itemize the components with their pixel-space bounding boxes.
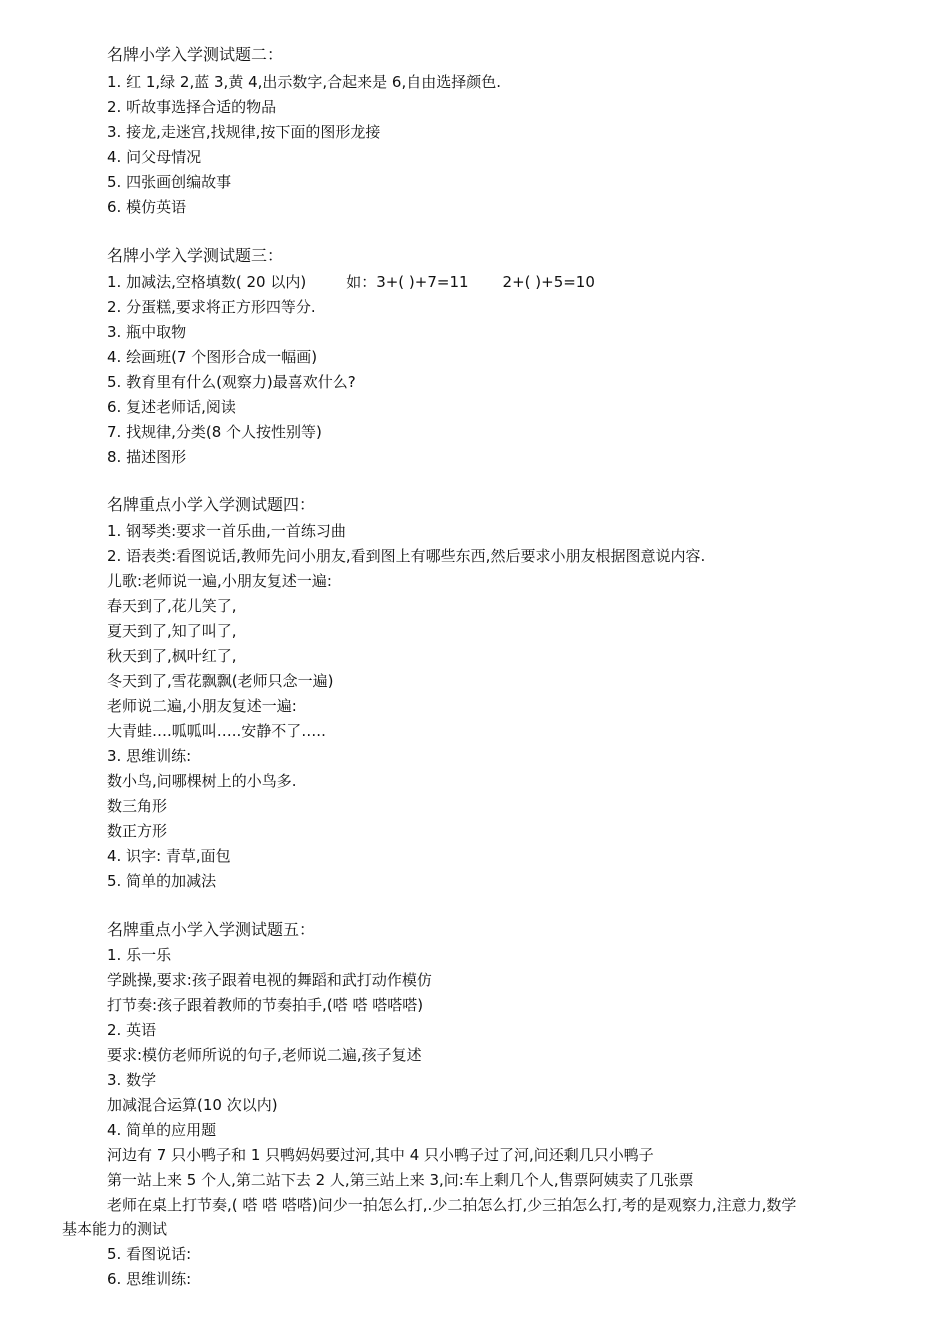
list-item: 7. 找规律,分类(8 个人按性别等) [107,423,322,441]
list-item: 学跳操,要求:孩子跟着电视的舞蹈和武打动作模仿 [107,971,432,989]
list-item: 老师在桌上打节奏,( 嗒 嗒 嗒嗒)问少一拍怎么打,.少二拍怎么打,少三拍怎么打,考的是观察力,注意力,数学 [107,1196,797,1214]
list-item: 4. 问父母情况 [107,148,202,166]
list-item: 5. 简单的加减法 [107,872,217,890]
list-item: 3. 接龙,走迷宫,找规律,按下面的图形龙接 [107,123,381,141]
example-text: 2+( )+5=10 [502,273,595,291]
list-item [107,272,595,292]
list-item: 6. 思维训练: [107,1270,192,1288]
list-item: 8. 描述图形 [107,448,187,466]
list-item: 第一站上来 5 个人,第二站下去 2 人,第三站上来 3,问:车上剩几个人,售票阿姨卖了几张票 [107,1171,694,1189]
list-item: 1. 红 1,绿 2,蓝 3,黄 4,出示数字,合起来是 6,自由选择颜色. [107,73,502,91]
list-item: 2. 英语 [107,1021,157,1039]
list-item: 要求:模仿老师所说的句子,老师说二遍,孩子复述 [107,1046,422,1064]
list-item: 5. 四张画创编故事 [107,173,232,191]
list-item: 数三角形 [107,797,168,815]
section-heading: 名牌重点小学入学测试题五： [107,920,316,939]
list-item: 5. 教育里有什么(观察力)最喜欢什么? [107,373,356,391]
list-item: 数正方形 [107,822,168,840]
list-item: 4. 识字: 青草,面包 [107,847,231,865]
list-item: 2. 语表类:看图说话,教师先问小朋友,看到图上有哪些东西,然后要求小朋友根据图意说内容. [107,547,706,565]
section-heading: 名牌小学入学测试题三： [107,246,284,265]
list-item: 4. 绘画班(7 个图形合成一幅画) [107,348,318,366]
section-heading: 名牌重点小学入学测试题四： [107,495,316,514]
list-item: 1. 钢琴类:要求一首乐曲,一首练习曲 [107,522,346,540]
section-heading: 名牌小学入学测试题二： [107,45,284,64]
list-item: 3. 数学 [107,1071,157,1089]
list-item: 大青蛙….呱呱叫…..安静不了….. [107,722,326,740]
list-item: 加减混合运算(10 次以内) [107,1096,278,1114]
list-item: 6. 模仿英语 [107,198,187,216]
example-text: 如：3+( )+7=11 [346,273,469,291]
list-item: 2. 听故事选择合适的物品 [107,98,277,116]
list-item: 老师说二遍,小朋友复述一遍: [107,697,297,715]
list-item: 冬天到了,雪花飘飘(老师只念一遍) [107,672,334,690]
list-item: 6. 复述老师话,阅读 [107,398,236,416]
item-text: 1. 加减法,空格填数( 20 以内) [107,273,307,291]
list-item: 3. 瓶中取物 [107,323,187,341]
list-item: 数小鸟,问哪棵树上的小鸟多. [107,772,297,790]
list-item: 基本能力的测试 [62,1220,168,1238]
list-item: 3. 思维训练: [107,747,192,765]
list-item: 1. 乐一乐 [107,946,172,964]
list-item: 夏天到了,知了叫了, [107,622,237,640]
list-item: 儿歌:老师说一遍,小朋友复述一遍: [107,572,332,590]
list-item: 打节奏:孩子跟着教师的节奏拍手,(嗒 嗒 嗒嗒嗒) [107,996,424,1014]
list-item: 4. 简单的应用题 [107,1121,217,1139]
list-item: 河边有 7 只小鸭子和 1 只鸭妈妈要过河,其中 4 只小鸭子过了河,问还剩几只小鸭子 [107,1146,654,1164]
list-item: 2. 分蛋糕,要求将正方形四等分. [107,298,316,316]
list-item: 5. 看图说话: [107,1245,192,1263]
list-item: 春天到了,花儿笑了, [107,597,237,615]
list-item: 秋天到了,枫叶红了, [107,647,237,665]
